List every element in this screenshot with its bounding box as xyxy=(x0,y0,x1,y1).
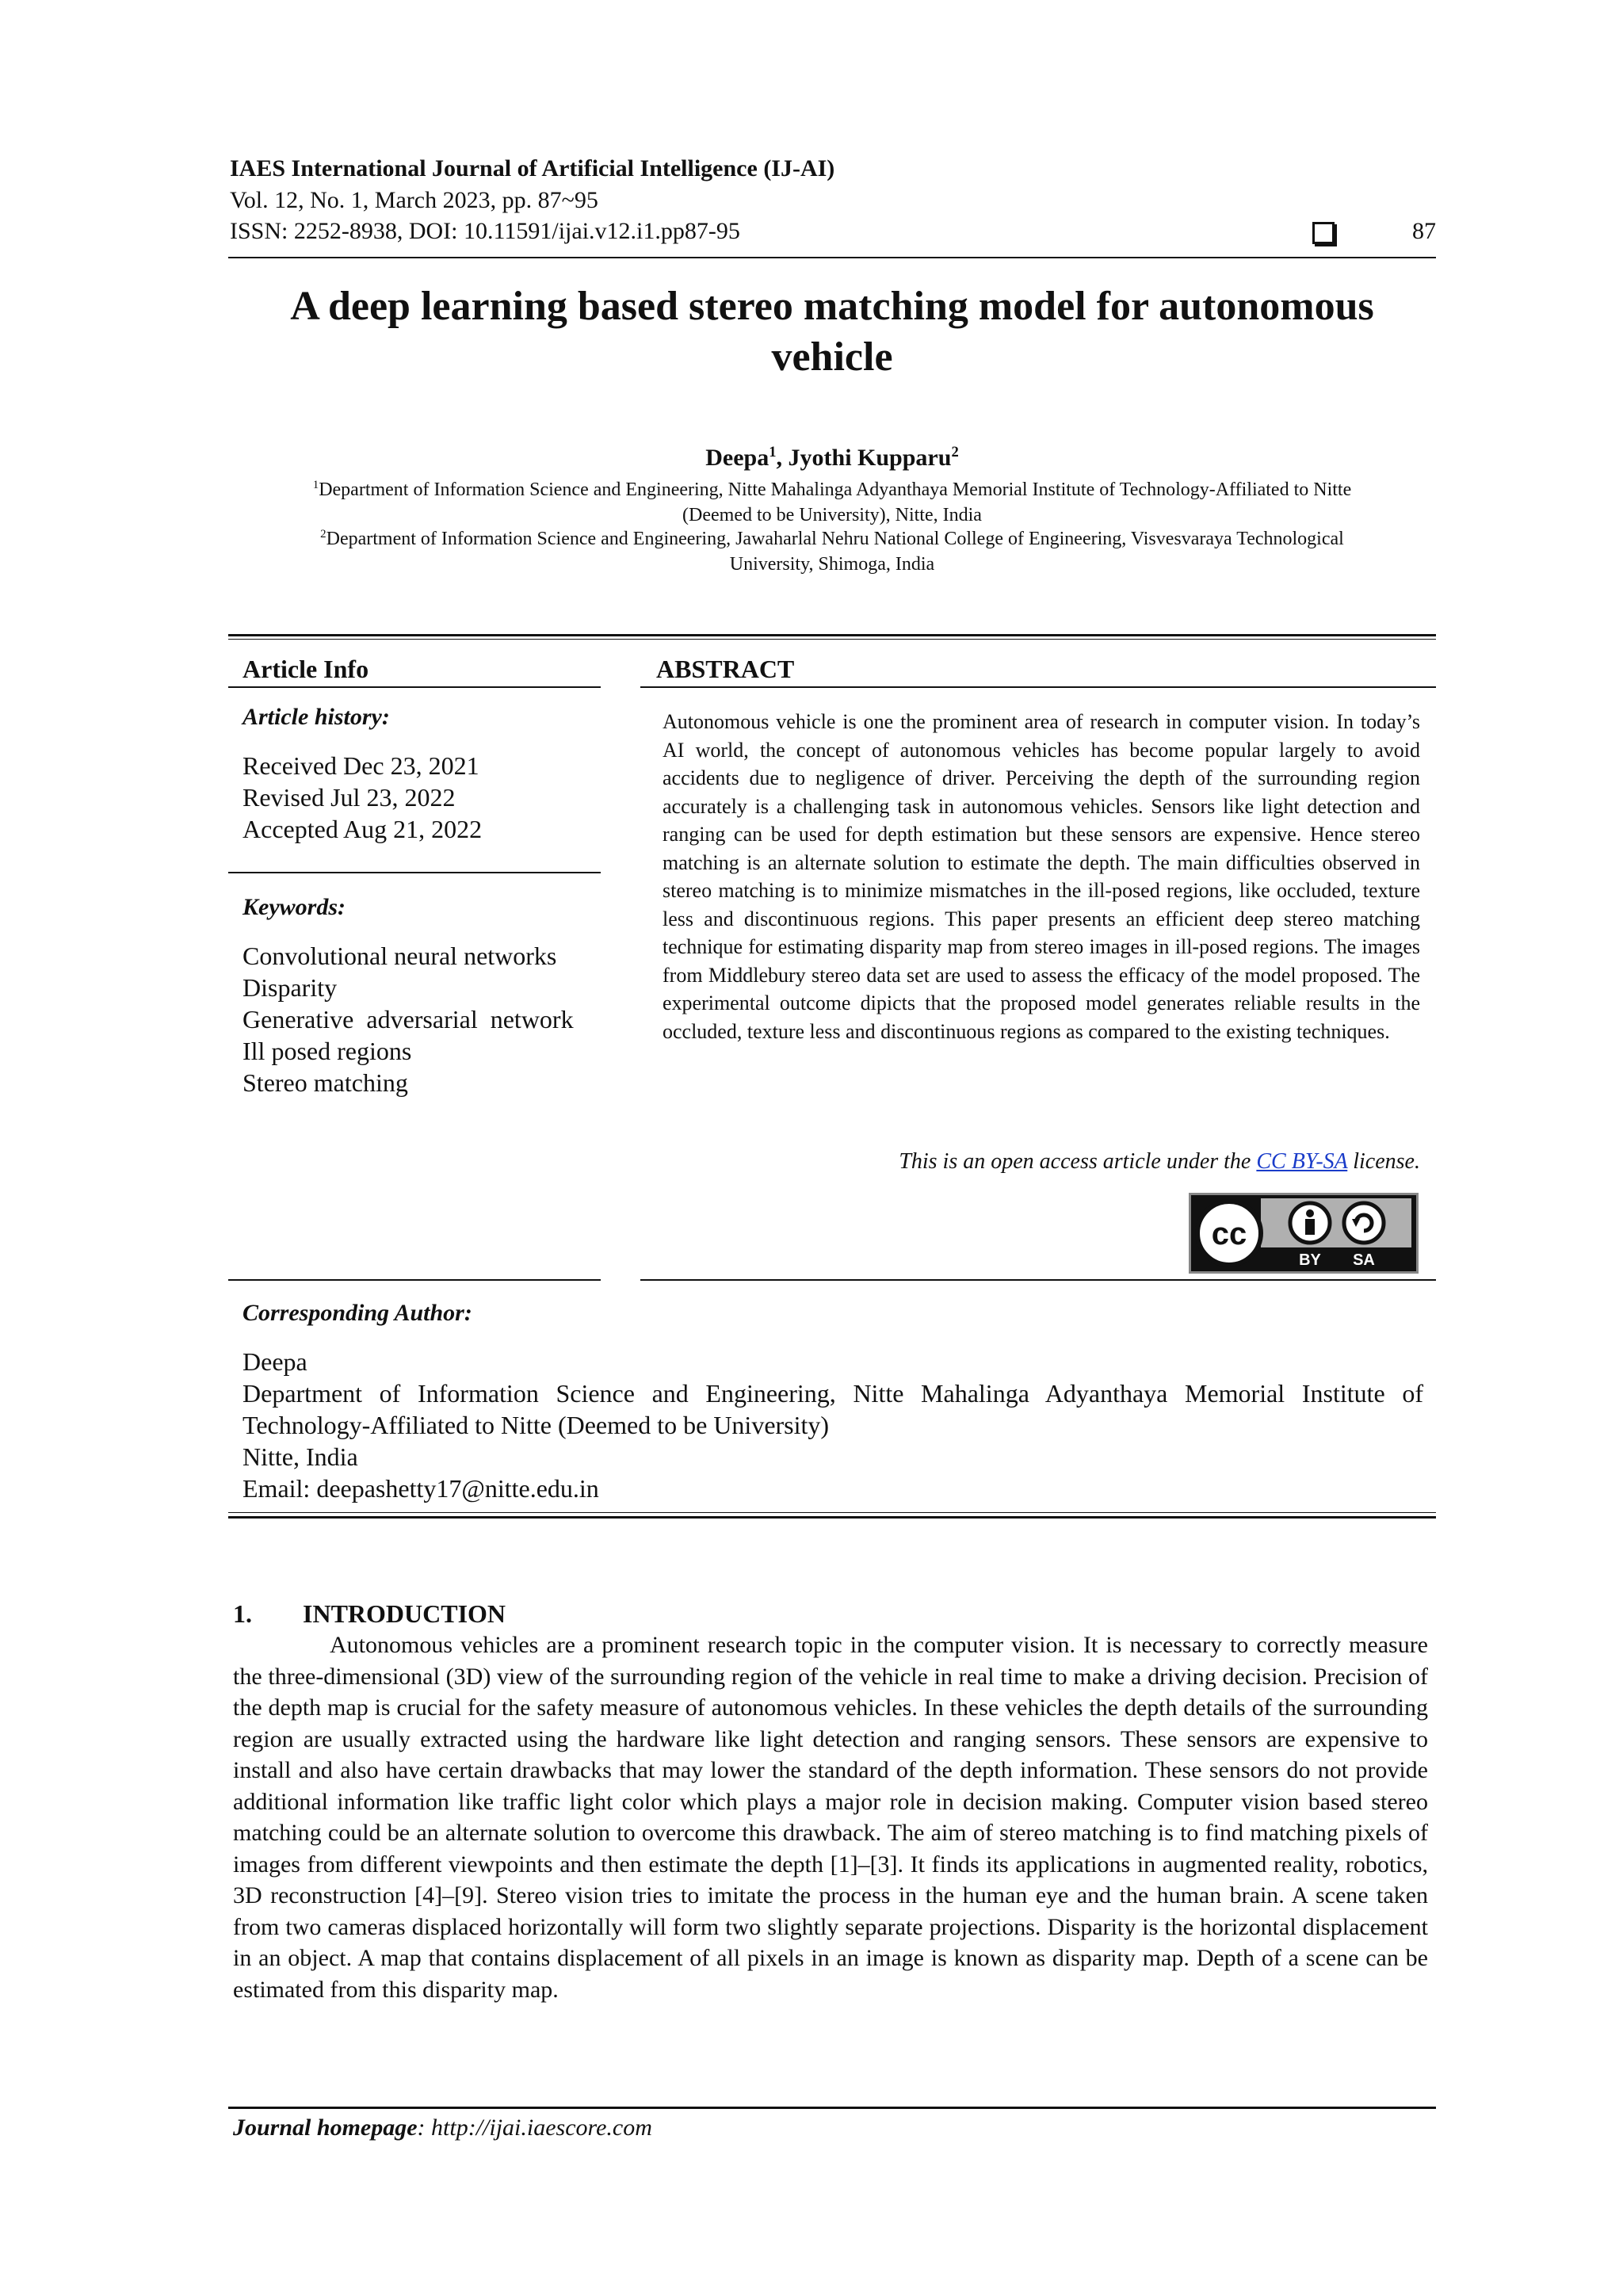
journal-issn-doi: ISSN: 2252-8938, DOI: 10.11591/ijai.v12.i1.pp87-95 xyxy=(230,218,740,244)
paper-title xyxy=(228,281,1436,383)
article-info-heading: Article Info xyxy=(242,655,369,683)
open-access-suffix: license. xyxy=(1347,1149,1420,1174)
author-1: Deepa xyxy=(705,445,769,471)
affiliation-2-line1: Department of Information Science and Engineering, Jawaharlal Nehru National College of Engineering, Visvesvaraya Technological xyxy=(326,529,1344,549)
header-rule xyxy=(228,257,1436,258)
author-2-affil: 2 xyxy=(951,444,959,460)
cc-by-sa-link[interactable]: CC BY-SA xyxy=(1256,1149,1348,1174)
info-top-rule xyxy=(228,634,1436,636)
keywords-heading: Keywords: xyxy=(242,894,346,920)
affiliation-2-mark: 2 xyxy=(320,528,327,541)
homepage-separator: : xyxy=(417,2115,432,2141)
info-top-rule-inner xyxy=(228,639,1436,640)
affiliation-1-line2: (Deemed to be University), Nitte, India xyxy=(682,505,982,525)
received-date: Received Dec 23, 2021 xyxy=(242,751,479,780)
journal-volume: Vol. 12, No. 1, March 2023, pp. 87~95 xyxy=(230,187,598,213)
badge-sa-label: SA xyxy=(1353,1251,1375,1269)
page-number: 87 xyxy=(1412,218,1436,244)
keyword: Convolutional neural networks xyxy=(242,942,557,970)
article-info-rule xyxy=(228,686,601,688)
open-access-prefix: This is an open access article under the xyxy=(899,1149,1257,1174)
introduction-heading: 1. INTRODUCTION xyxy=(233,1599,506,1628)
journal-name: IAES International Journal of Artificial Intelligence (IJ-AI) xyxy=(230,155,835,181)
info-bottom-rule-inner xyxy=(228,1512,1436,1513)
cc-badge-icon xyxy=(1191,1195,1416,1271)
affiliation-1-line1: Department of Information Science and Engineering, Nitte Mahalinga Adyanthaya Memorial Institute of Technology-Affiliated to Nitte xyxy=(319,479,1352,500)
title-line-1: A deep learning based stereo matching model for autonomous xyxy=(290,284,1374,329)
keywords-rule xyxy=(228,872,601,873)
affiliation-2 xyxy=(228,521,1436,577)
introduction-paragraph: Autonomous vehicles are a prominent research topic in the computer vision. It is necessary to correctly measure the three-dimensional (3D) view of the surrounding region of the vehicle in real time to make a driving decision. Precision of the depth map is crucial for the safety measure of autonomous vehicles. In these vehicles the depth details of the surrounding region are usually extracted using the hardware like light detection and ranging sensors. These sensors are expensive to install and also have certain drawbacks that may lower the standard of the depth information. These sensors do not provide additional information like traffic light color which plays a major role in decision making. Computer vision based stereo matching could be an alternate solution to overcome this drawback. The aim of stereo matching is to find matching pixels of images from different viewpoints and then estimate the depth [1]–[3]. It finds its applications in augmented reality, robotics, 3D reconstruction [4]–[9]. Stereo vision tries to imitate the process in the human eye and the human brain. A scene taken from two cameras displaced horizontally will form two slightly separate projections. Disparity is the horizontal displacement in an object. A map that contains displacement of all pixels in an image is known as disparity map. Depth of a scene can be estimated from this disparity map. xyxy=(233,1632,1428,2003)
badge-cc-label: cc xyxy=(1211,1217,1247,1251)
abstract-bottom-rule xyxy=(640,1279,1436,1281)
corresponding-location: Nitte, India xyxy=(242,1442,358,1471)
revised-date: Revised Jul 23, 2022 xyxy=(242,783,456,812)
homepage-label: Journal homepage xyxy=(233,2115,418,2141)
corresponding-dept-line2: Technology-Affiliated to Nitte (Deemed to be University) xyxy=(242,1411,830,1439)
corresponding-email[interactable]: Email: deepashetty17@nitte.edu.in xyxy=(242,1474,599,1503)
accepted-date: Accepted Aug 21, 2022 xyxy=(242,815,483,843)
author-2: Jyothi Kupparu xyxy=(788,445,952,471)
corresponding-heading: Corresponding Author: xyxy=(242,1300,472,1326)
homepage-url[interactable]: http://ijai.iaescore.com xyxy=(431,2115,652,2141)
author-1-affil: 1 xyxy=(769,444,777,460)
abstract-text: Autonomous vehicle is one the prominent area of research in computer vision. In today’s AI world, the concept of autonomous vehicles has become popular largely to avoid accidents due to negligence of driver. Perceiving the depth of the surrounding region accurately is a challenging task in autonomous vehicles. Sensors like light detection and ranging can be used for depth estimation but these sensors are expensive. Hence stereo matching is an alternate solution to estimate the depth. The main difficulties observed in stereo matching is to minimize mismatches in the ill-posed regions, like occluded, texture less and discontinuous regions. This paper presents an efficient deep stereo matching technique for estimating disparity map from stereo images in ill-posed regions. The images from Middlebury stereo data set are used to assess the efficacy of the model proposed. The experimental outcome dipicts that the proposed model generates reliable results in the occluded, texture less and discontinuous regions as compared to the existing techniques. xyxy=(663,710,1420,1043)
affiliation-1-mark: 1 xyxy=(312,479,319,491)
square-bullet-icon xyxy=(1312,222,1335,244)
article-history-heading: Article history: xyxy=(242,704,390,730)
affiliation-2-line2: University, Shimoga, India xyxy=(729,554,935,575)
author-list xyxy=(228,444,1436,472)
keyword: Ill posed regions xyxy=(242,1037,412,1065)
journal-homepage xyxy=(233,2115,652,2141)
keyword: Disparity xyxy=(242,973,338,1002)
open-access-note xyxy=(899,1149,1420,1175)
keyword-list xyxy=(242,940,599,1098)
corresponding-name: Deepa xyxy=(242,1347,307,1376)
author-separator: , xyxy=(776,445,789,471)
cc-by-sa-badge[interactable] xyxy=(1189,1193,1419,1274)
abstract-heading: ABSTRACT xyxy=(656,655,795,683)
badge-by-label: BY xyxy=(1299,1251,1321,1269)
keyword: Stereo matching xyxy=(242,1068,408,1097)
abstract-rule xyxy=(640,686,1436,688)
introduction-body xyxy=(233,1629,1428,2005)
info-bottom-rule xyxy=(228,1516,1436,1519)
article-info-bottom-rule xyxy=(228,1279,601,1281)
corresponding-dept-line1: Department of Information Science and Engineering, Nitte Mahalinga Adyanthaya Memorial Institute of xyxy=(242,1379,1423,1408)
footer-rule xyxy=(228,2107,1436,2109)
affiliation-1 xyxy=(228,472,1436,528)
title-line-2: vehicle xyxy=(771,334,893,380)
keyword: Generative adversarial network xyxy=(242,1005,574,1033)
